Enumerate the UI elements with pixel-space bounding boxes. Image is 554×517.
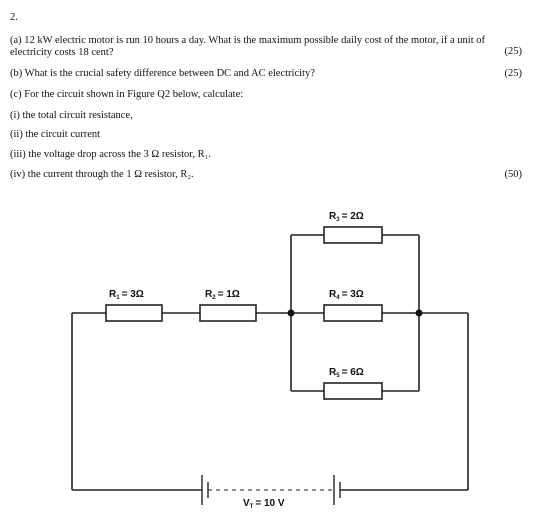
label-r1: $R_1 = 3\Omega$ [109, 289, 144, 301]
part-c-marks: (50) [504, 169, 522, 180]
junction-left [288, 310, 295, 317]
resistor-r1 [106, 305, 162, 321]
part-a-marks: (25) [504, 46, 522, 57]
label-r2: $R_2 = 1\Omega$ [205, 289, 240, 301]
label-r3: $R_3 = 2\Omega$ [329, 211, 364, 223]
part-c: (c) For the circuit shown in Figure Q2 below, calculate: [10, 89, 244, 100]
part-b-marks: (25) [504, 68, 522, 79]
label-vt: $V_T = 10$ V [243, 498, 285, 510]
part-c-ii: (ii) the circuit current [10, 129, 101, 140]
part-a-line1: (a) 12 kW electric motor is run 10 hours a day. What is the maximum possible daily cost of the motor, if a unit of [10, 35, 485, 46]
part-c-i: (i) the total circuit resistance, [10, 110, 133, 121]
label-r5: $R_5 = 6\Omega$ [329, 367, 364, 379]
label-r4: $R_4 = 3\Omega$ [329, 289, 364, 301]
resistor-r4 [324, 305, 382, 321]
part-c-iv: (iv) the current through the 1 Ω resistor, R₂. [10, 169, 194, 180]
question-number: 2. [10, 12, 18, 23]
resistor-r2 [200, 305, 256, 321]
part-c-iii: (iii) the voltage drop across the 3 Ω resistor, R₁. [10, 149, 211, 160]
junction-right [416, 310, 423, 317]
part-a-line2: electricity costs 18 cent? [10, 47, 114, 58]
resistor-r5 [324, 383, 382, 399]
part-b: (b) What is the crucial safety difference between DC and AC electricity? [10, 68, 315, 79]
resistor-r3 [324, 227, 382, 243]
